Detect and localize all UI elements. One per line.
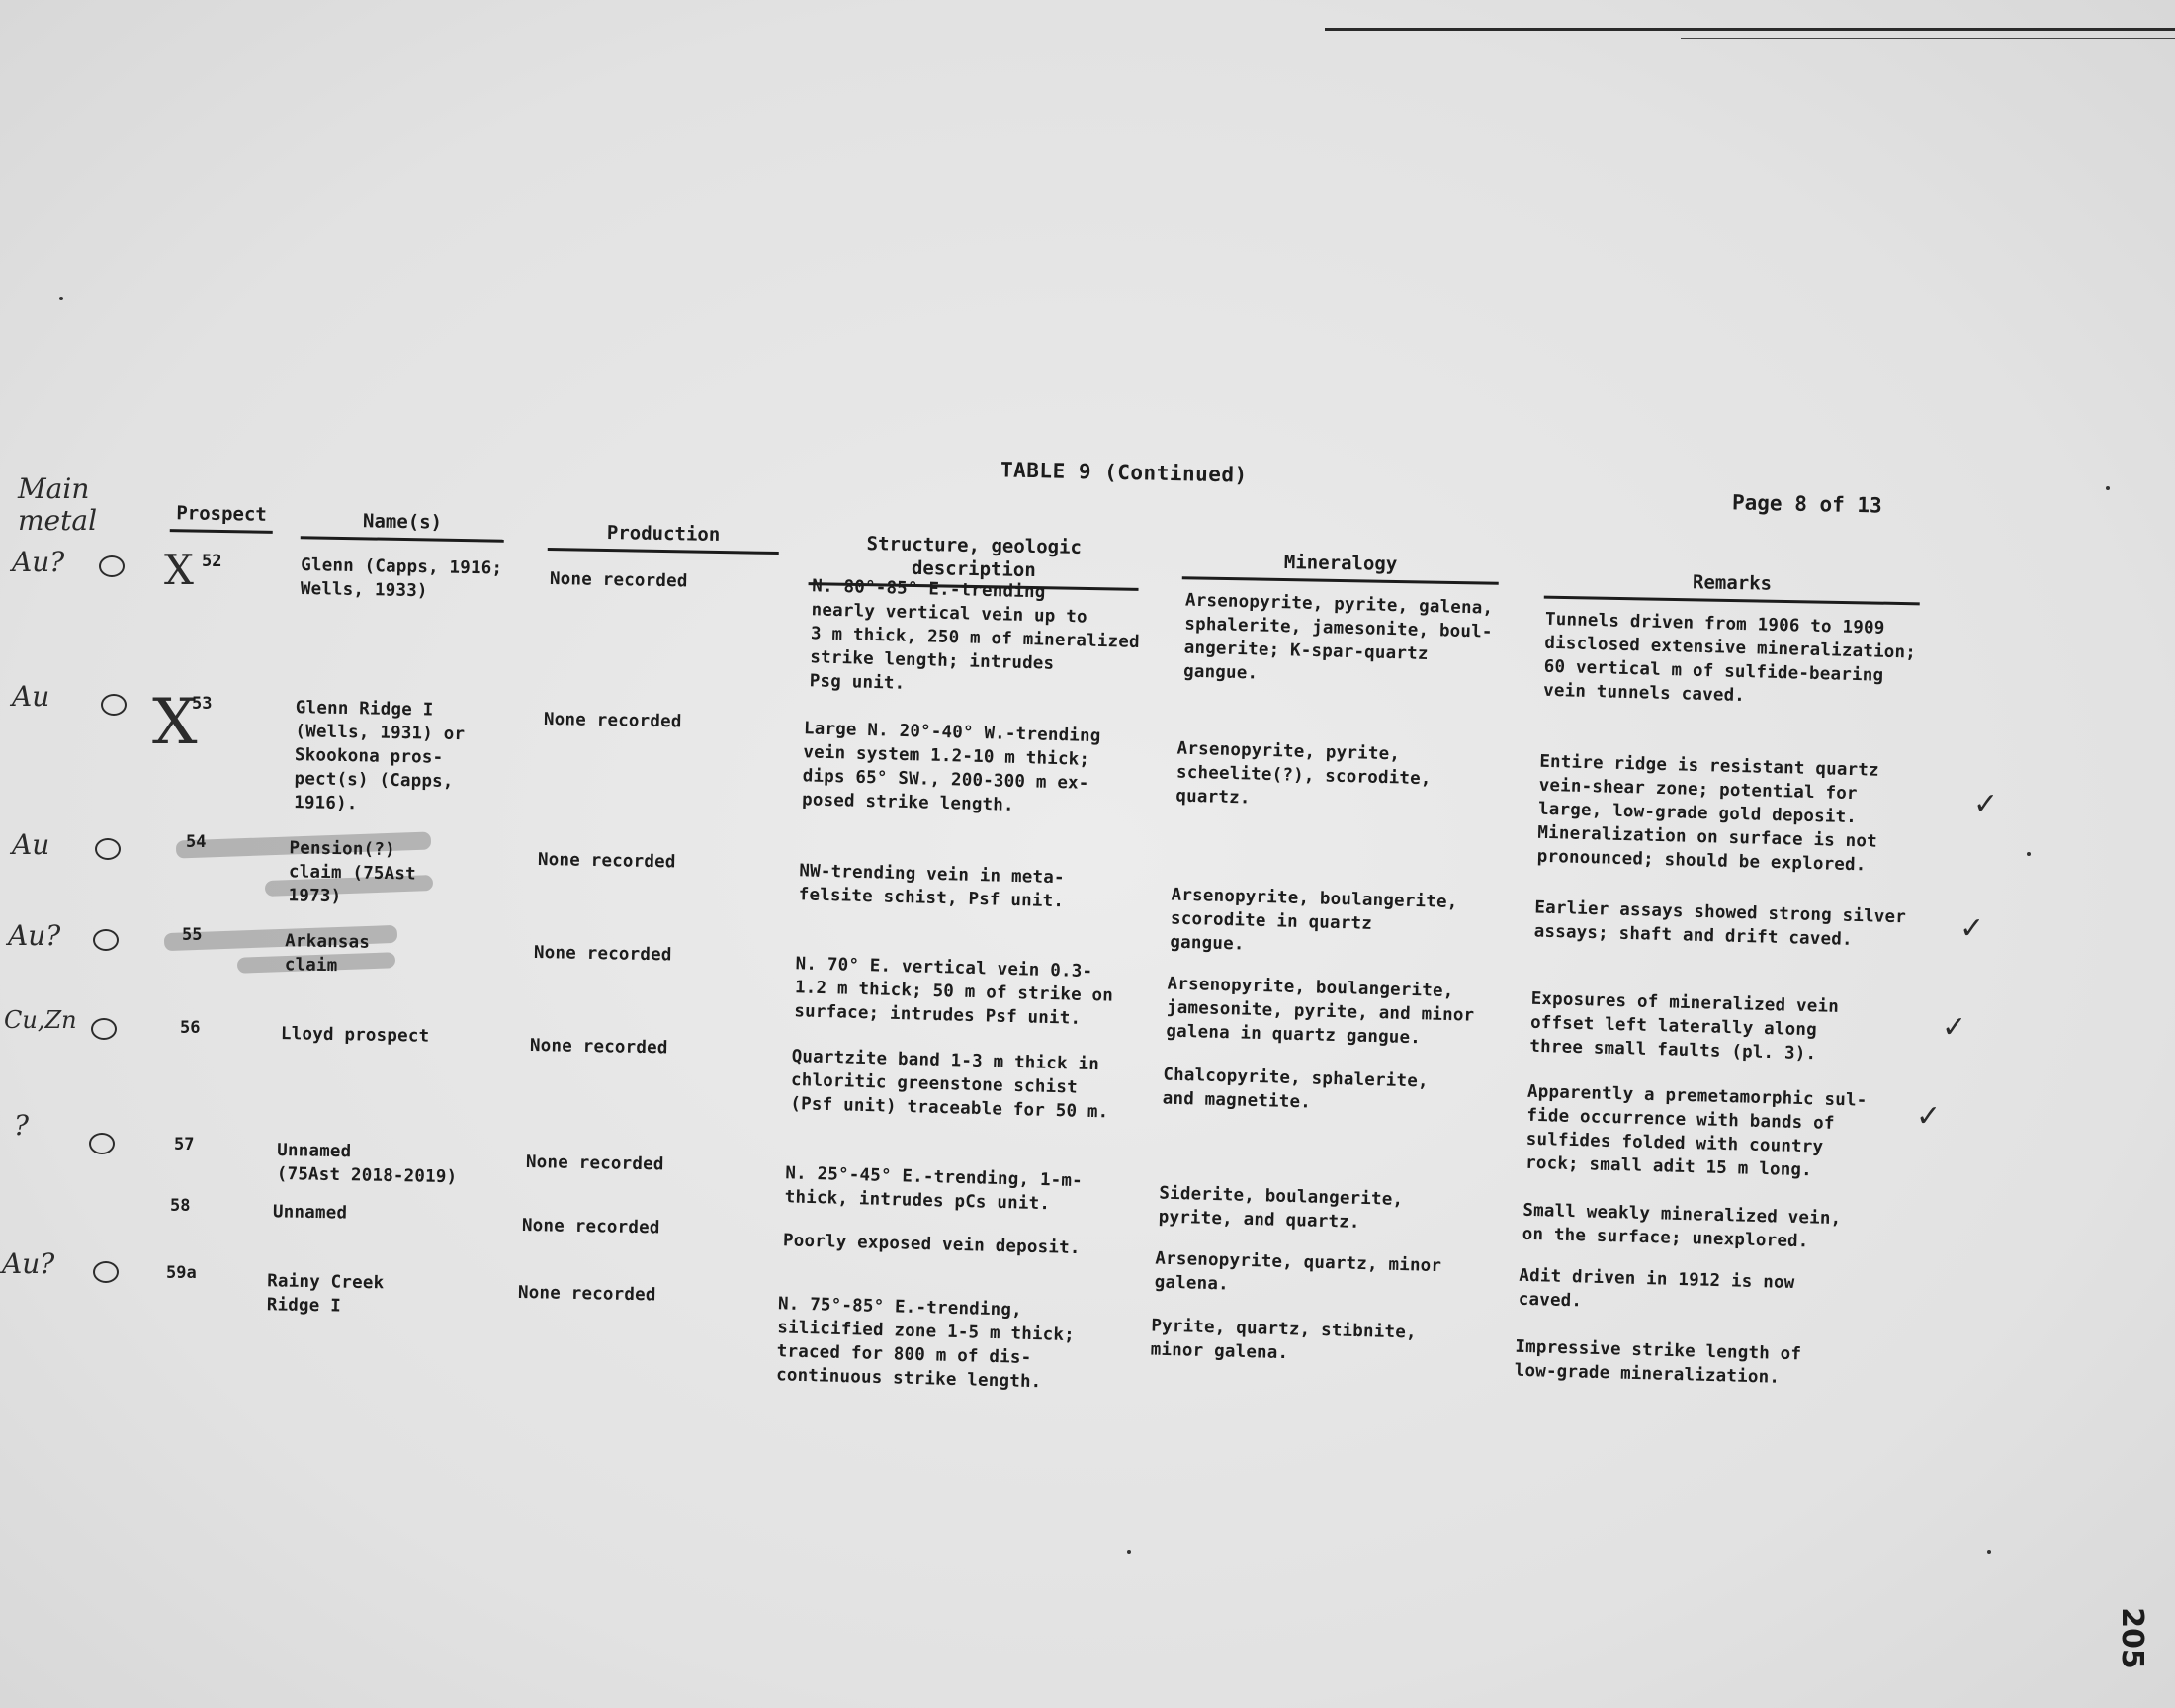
handwritten-metal-53: Au [12, 680, 50, 713]
names-cell: Unnamed [272, 1202, 348, 1224]
handwritten-mark-52: X [164, 546, 194, 594]
handwritten-circle-54 [95, 838, 121, 860]
top-edge-rule [1325, 28, 2175, 31]
handwritten-column-label-2: metal [18, 504, 98, 537]
production-cell: None recorded [549, 568, 688, 592]
prospect-number: 56 [180, 1018, 201, 1038]
prospect-number: 52 [202, 552, 222, 571]
handwritten-metal-55: Au? [8, 919, 61, 952]
remarks-cell: Impressive strike length of low-grade mineralization. [1514, 1336, 1802, 1388]
mineralogy-cell: Arsenopyrite, boulangerite, scorodite in quartz gangue. [1170, 885, 1458, 955]
header-production-label: Production [606, 522, 721, 546]
structure-cell: Poorly exposed vein deposit. [782, 1231, 1081, 1259]
mineralogy-cell: Pyrite, quartz, stibnite, minor galena. [1150, 1316, 1417, 1364]
handwritten-metal-54: Au [12, 828, 50, 861]
names-cell: Unnamed (75Ast 2018-2019) [276, 1140, 458, 1188]
header-prospect-label: Prospect [176, 502, 267, 526]
handwritten-circle-53 [101, 694, 127, 716]
names-cell: Glenn Ridge I (Wells, 1931) or Skookona pros- pect(s) (Capps, 1916). [294, 698, 466, 814]
handwritten-circle-56 [91, 1018, 117, 1040]
handwritten-circle-52 [99, 555, 125, 577]
side-page-number: 205 [2115, 1607, 2150, 1669]
header-remarks-rule [1544, 596, 1920, 606]
handwritten-metal-52: Au? [12, 546, 65, 578]
mineralogy-cell: Chalcopyrite, sphalerite, and magnetite. [1162, 1065, 1429, 1113]
structure-cell: N. 70° E. vertical vein 0.3- 1.2 m thick; 50 m of strike on surface; intrudes Psf unit. [794, 954, 1114, 1029]
structure-cell: NW-trending vein in meta- felsite schist, Psf unit. [798, 861, 1065, 912]
check-mark-icon: ✓ [1916, 1099, 1942, 1134]
check-mark-icon: ✓ [1942, 1010, 1967, 1045]
header-mineralogy-rule [1182, 576, 1499, 585]
prospect-number: 59a [166, 1263, 197, 1283]
structure-cell: N. 75°-85° E.-trending, silicified zone 1-5 m thick; traced for 800 m of dis- continuous strike length. [775, 1294, 1076, 1393]
structure-cell: Large N. 20°-40° W.-trending vein system 1.2-10 m thick; dips 65° SW., 200-300 m ex- posed strike length. [801, 719, 1101, 815]
mineralogy-cell: Arsenopyrite, boulangerite, jamesonite, pyrite, and minor galena in quartz gangue. [1166, 974, 1475, 1049]
header-prospect-rule [170, 529, 273, 534]
table-title: TABLE 9 (Continued) [1000, 458, 1248, 487]
scan-speck [2106, 486, 2110, 490]
prospect-number: 53 [192, 694, 213, 714]
mineralogy-cell: Arsenopyrite, quartz, minor galena. [1154, 1248, 1442, 1295]
handwritten-mark-53: X [152, 686, 198, 759]
header-remarks [1544, 568, 1920, 606]
remarks-cell: Entire ridge is resistant quartz vein-shear zone; potential for large, low-grade gold deposit. Mineralization on surface is not pronounced; should be explored. [1536, 751, 1880, 876]
header-production-rule [548, 548, 779, 555]
names-cell: Glenn (Capps, 1916; Wells, 1933) [300, 555, 503, 602]
header-names-label: Name(s) [362, 510, 443, 534]
header-prospect [170, 501, 274, 534]
remarks-cell: Small weakly mineralized vein, on the surface; unexplored. [1522, 1200, 1842, 1252]
names-cell: Rainy Creek Ridge I [266, 1271, 385, 1317]
prospect-number: 55 [182, 925, 203, 945]
production-cell: None recorded [521, 1215, 660, 1238]
production-cell: None recorded [533, 942, 672, 966]
scan-speck [1127, 1550, 1131, 1554]
header-production [548, 520, 780, 555]
production-cell: None recorded [525, 1152, 664, 1175]
names-cell: Arkansas claim [284, 931, 371, 977]
handwritten-circle-59a [93, 1261, 119, 1283]
handwritten-metal-56: Cu,Zn [4, 1006, 77, 1034]
header-mineralogy-label: Mineralogy [1283, 552, 1398, 575]
header-names [301, 508, 505, 543]
handwritten-circle-55 [93, 929, 119, 951]
production-cell: None recorded [517, 1282, 656, 1306]
remarks-cell: Apparently a premetamorphic sul- fide occurrence with bands of sulfides folded with country rock; small adit 15 m long. [1524, 1081, 1868, 1181]
prospect-number: 57 [174, 1135, 195, 1154]
prospect-number: 54 [186, 832, 207, 852]
scan-speck [59, 297, 63, 300]
check-mark-icon: ✓ [1959, 911, 1985, 946]
mineralogy-cell: Arsenopyrite, pyrite, scheelite(?), scorodite, quartz. [1175, 738, 1432, 809]
handwritten-metal-59a: Au? [2, 1247, 55, 1280]
names-cell: Lloyd prospect [280, 1024, 430, 1047]
remarks-cell: Earlier assays showed strong silver assays; shaft and drift caved. [1533, 897, 1907, 950]
header-names-rule [301, 536, 504, 543]
prospect-number: 58 [170, 1196, 191, 1216]
scan-speck [2027, 852, 2031, 856]
remarks-cell: Adit driven in 1912 is now caved. [1518, 1265, 1795, 1312]
handwritten-metal-57: ? [14, 1109, 30, 1142]
handwritten-circle-57 [89, 1133, 115, 1154]
header-structure-label: Structure, geologic description [866, 533, 1083, 582]
remarks-cell: Exposures of mineralized vein offset left laterally along three small faults (pl. 3). [1529, 988, 1840, 1065]
mineralogy-cell: Arsenopyrite, pyrite, galena, sphalerite, jamesonite, boul- angerite; K-spar-quartz gangue. [1182, 590, 1494, 684]
header-remarks-label: Remarks [1692, 571, 1773, 595]
production-cell: None recorded [537, 849, 676, 873]
scan-speck [1987, 1550, 1991, 1554]
check-mark-icon: ✓ [1973, 787, 1999, 821]
top-edge-rule-thin [1681, 38, 2175, 39]
structure-cell: N. 25°-45° E.-trending, 1-m- thick, intrudes pCs unit. [784, 1163, 1084, 1215]
production-cell: None recorded [543, 709, 682, 732]
mineralogy-cell: Siderite, boulangerite, pyrite, and quartz. [1158, 1183, 1404, 1233]
handwritten-column-label-1: Main [18, 472, 90, 505]
remarks-cell: Tunnels driven from 1906 to 1909 disclosed extensive mineralization; 60 vertical m of sulfide-bearing vein tunnels caved. [1542, 609, 1917, 707]
production-cell: None recorded [529, 1035, 668, 1059]
names-cell: Pension(?) claim (75Ast 1973) [288, 838, 417, 907]
structure-cell: N. 80°-85° E.-trending nearly vertical vein up to 3 m thick, 250 m of mineralized strike length; intrudes Psg unit. [809, 576, 1141, 694]
structure-cell: Quartzite band 1-3 m thick in chloritic greenstone schist (Psf unit) traceable for 50 m. [790, 1047, 1109, 1123]
header-mineralogy [1182, 549, 1499, 585]
page-indicator: Page 8 of 13 [1731, 490, 1882, 518]
